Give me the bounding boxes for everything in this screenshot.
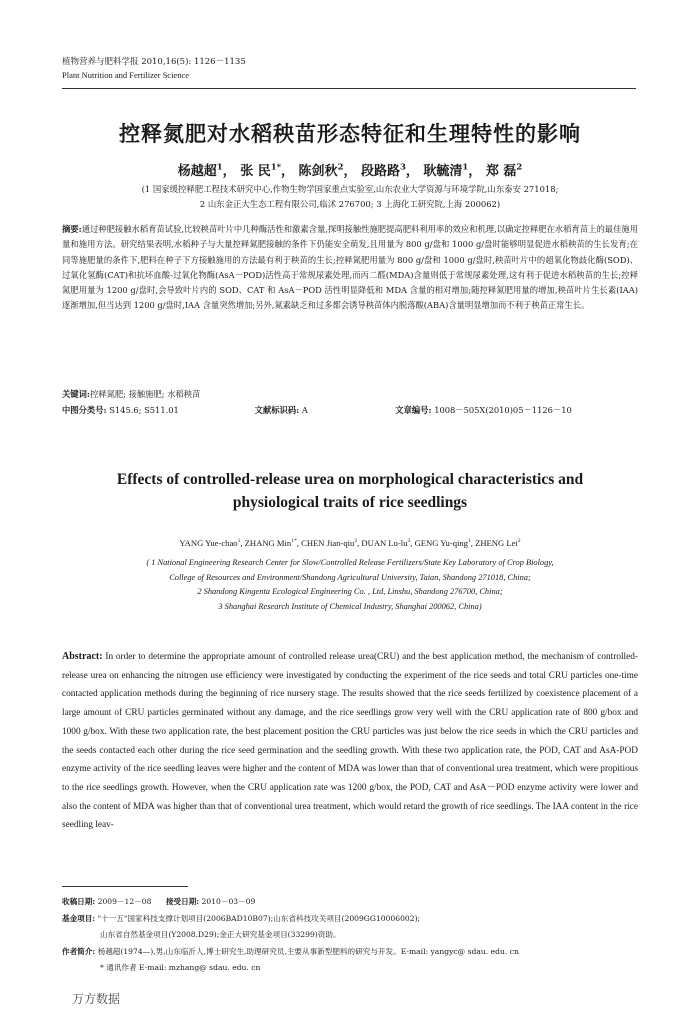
abstract-cn-text: 通过种肥接触水稻育苗试验,比较秧苗叶片中几种酶活性和激素含量,探明接触性施肥提高肥料利用率的效应和机理,以确定控释肥在水稻育苗上的最佳施用量和施用方法。研究结果表明,水稻种子与大量控释氮肥接触的条件下仍能安全萌发,且用量为 800 g/盘和 1000 g/盘时能够明显促进水稻秧苗的生长发育;在同等施肥量的条件下,肥料在种子下方接触施用的方法最有利于秧苗的生长;控释氮肥用量为 800 g/盘和 1000 g/盘时,秧苗叶片中的超氧化物歧化酶(SOD)、过氧化氢酶(CAT)和抗坏血酸-过氧化物酶(AsA－POD)活性高于常规尿素处理,而丙二醛(MDA)含量则低于常规尿素处理,这有利于促进水稻秧苗的生长;控释氮肥用量为 1200 g/盘时,会导致叶片内的 SOD、CAT 和 AsA－POD 活性明显降低和 MDA 含量的相对增加;随控释氮肥用量的增加,秧苗叶片生长素(IAA)逐渐增加,但当达到 1200 g/盘时,IAA 含量突然增加;另外,氮素缺乏和过多都会诱导秧苗体内脱落酸(ABA)含量明显增加而不利于秧苗正常生长。	[62, 224, 638, 311]
author-cn: 陈剑秋$^2$	[298, 161, 344, 179]
footnote-corresponding: * 通讯作者 E-mail: mzhang@ sdau. edu. cn	[100, 963, 261, 973]
footnote-fund: 基金项目: "十一五"国家科技支撑计划项目(2006BAD10B07);山东省科技攻关项目(2009GG10006002);	[62, 913, 421, 923]
header-rule	[62, 88, 636, 89]
title-cn: 控释氮肥对水稻秧苗形态特征和生理特性的影响	[119, 121, 581, 146]
author-cn: 杨越超$^1$	[177, 161, 223, 179]
author-cn: 耿毓清$^1$	[423, 161, 469, 179]
running-header	[62, 56, 246, 82]
footnote-rule	[62, 886, 188, 887]
journal-cn: 植物营养与肥料学报 2010,16(5): 1126－1135	[62, 57, 246, 67]
abstract-en-text: In order to determine the appropriate amount of controlled release urea(CRU) and the best application method, the mechanism of controlled-release urea on enhancing the nitrogen use efficiency were investigated by conducting the experiment of the rice seeds and total CRU particles one-time contacted application methods during the beginning of rice nursery stage. The results showed that the rice seeds fertilized by coexistence placement of a large amount of CRU particles germinated without any damage, and the rice seedlings grow very well with the CRU application rate of 800 g/box and 1000 g/box. With these two application rate, the best placement position the CRU particles was just below the rice seeds in which the CRU particles and the seeds contacted each other during the rice seed germination and the seedling growth. With these two application rate, the POD, CAT and AsA-POD enzyme activity of the rice seedling leaves were higher and the content of MDA was lower than that of conventional urea treatment, which were propitious to the rice seedlings growth. However, when the CRU application rate was 1200 g/box, the POD, CAT and AsA－POD enzyme activity were lower and also the content of MDA was higher than that of conventional urea treatment, which would retard the growth of rice seedlings. The IAA content in the rice seedling leav-	[62, 652, 638, 831]
affiliation-en: ( 1 National Engineering Research Center for Slow/Controlled Release Fertilizers/State Key Laboratory of Crop Biology, College of Resources and Environment/Shandong Agricultural University, Taian, Shandong 271018, China; 2 Shandong Kingenta Ecological Engineering Co. , Ltd, Linshu, Shandong 276700, China; 3 Shanghai Research Institute of Chemical Industry, Shanghai 200062, China)	[146, 558, 554, 611]
footnote-fund-cont: 山东省自然基金项目(Y2008.D29);金正大研究基金项目(33299)资助。	[100, 930, 341, 940]
authors-en: YANG Yue-chao$^1$, ZHANG Min$^{1*}$, CHEN Jian-qiu$^2$, DUAN $Lu-lu^3$, GENG Yu-qing$^1$, ZHENG Lei$^2$	[179, 538, 521, 548]
author-cn: 段路路$^3$	[360, 161, 406, 179]
footnote-dates: 收稿日期: 2009－12－08 接受日期: 2010－03－09	[62, 897, 256, 906]
title-en: Effects of controlled-release urea on morphological characteristics and physiological traits of rice seedlings	[116, 471, 584, 511]
journal-en: Plant Nutrition and Fertilizer Science	[62, 70, 189, 80]
abstract-cn	[62, 222, 638, 314]
abstract-en	[62, 648, 638, 835]
keywords-cn: 关键词:控释氮肥; 接触施肥; 水稻秧苗	[62, 389, 201, 399]
abstract-en-label: Abstract:	[62, 651, 103, 662]
author-cn: 郑 磊$^2$	[485, 161, 523, 179]
authors-cn: 杨越超$^1$， 张 民$^{1*}$， 陈剑秋$^2$， 段路路$^3$， 耿毓清$^1$， 郑 磊$^2$	[177, 161, 523, 179]
author-cn: 张 民$^{1*}$	[240, 161, 282, 179]
footnotes	[62, 894, 652, 977]
abstract-cn-label: 摘要:	[62, 224, 82, 234]
watermark: 万方数据	[72, 992, 121, 1006]
affiliation-cn: (1 国家缓控释肥工程技术研究中心,作物生物学国家重点实验室,山东农业大学资源与环境学院,山东泰安 271018; 2 山东金正大生态工程有限公司,临沭 276700; 3 上海化工研究院,上海 200062)	[141, 184, 559, 209]
footnote-author: 作者简介: 杨越超(1974—),男,山东临沂人,博士研究生,助理研究员,主要从事新型肥料的研究与开发。E-mail: yangyc@ sdau. edu. cn	[62, 946, 519, 956]
classification-cn: 中图分类号: S145.6; S511.01 文献标识码: A 文章编号: 1008－505X(2010)05－1126－10	[62, 405, 572, 415]
